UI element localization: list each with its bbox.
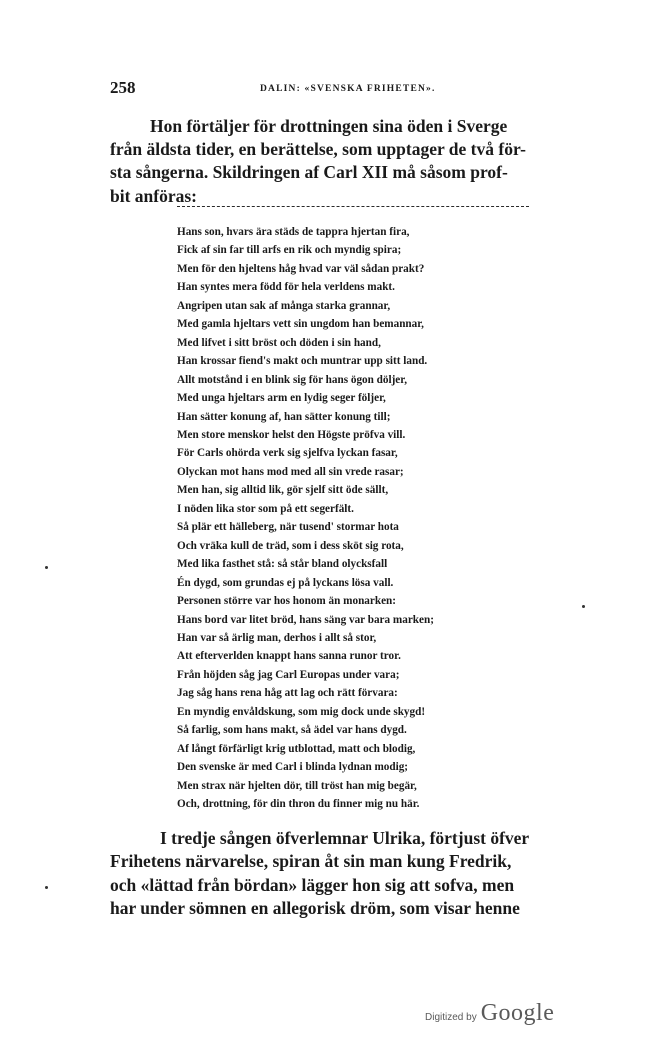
- intro-line: Hon förtäljer för drottningen sina öden i Sverge: [150, 116, 508, 136]
- dashed-divider: [177, 206, 529, 207]
- poem-line: Från höjden såg jag Carl Europas under vara;: [177, 668, 400, 681]
- scan-speck: [582, 605, 585, 608]
- page-header: [110, 78, 592, 100]
- poem-line: En myndig envåldskung, som mig dock unde skygd!: [177, 705, 426, 718]
- closing-line: har under sömnen en allegorisk dröm, som visar henne: [110, 897, 520, 918]
- poem-line: Hans bord var litet bröd, hans säng var bara marken;: [177, 613, 434, 626]
- poem-quote: [177, 223, 557, 814]
- watermark-prefix: Digitized by: [425, 1012, 477, 1023]
- poem-line: Men han, sig alltid lik, gör sjelf sitt öde sällt,: [177, 484, 389, 497]
- poem-line: Och, drottning, för din thron du finner mig nu här.: [177, 798, 420, 811]
- poem-line: Han syntes mera född för hela verldens makt.: [177, 281, 395, 294]
- poem-line: Den svenske är med Carl i blinda lydnan modig;: [177, 761, 409, 774]
- poem-line: Med lifvet i sitt bröst och döden i sin hand,: [177, 336, 381, 349]
- scan-speck: [45, 566, 48, 569]
- intro-line: sta sångerna. Skildringen af Carl XII må såsom prof-: [110, 162, 508, 183]
- poem-line: Med lika fasthet stå: så står bland olycksfall: [177, 558, 388, 571]
- intro-line: från äldsta tider, en berättelse, som upptager de två för-: [110, 139, 526, 160]
- running-head: DALIN: «SVENSKA FRIHETEN».: [260, 84, 436, 94]
- poem-line: Men för den hjeltens håg hvad var väl sådan prakt?: [177, 262, 425, 275]
- page-number: 258: [110, 78, 136, 97]
- poem-line: Personen större var hos honom än monarken:: [177, 595, 396, 608]
- poem-line: I nöden lika stor som på ett segerfält.: [177, 502, 354, 515]
- poem-line: Med unga hjeltars arm en lydig seger följer,: [177, 392, 386, 405]
- poem-line: Jag såg hans rena håg att lag och rätt förvara:: [177, 687, 398, 700]
- digitized-watermark: [425, 1000, 554, 1030]
- intro-line: bit anföras:: [110, 185, 198, 206]
- closing-line: och «lättad från bördan» lägger hon sig att sofva, men: [110, 874, 515, 895]
- poem-line: Af långt förfärligt krig utblottad, matt och blodig,: [177, 742, 416, 755]
- scan-speck: [45, 886, 48, 889]
- poem-line: Med gamla hjeltars vett sin ungdom han bemannar,: [177, 318, 424, 331]
- poem-line: Hans son, hvars ära städs de tappra hjertan fira,: [177, 226, 410, 238]
- poem-line: Han var så ärlig man, derhos i allt så stor,: [177, 631, 377, 644]
- poem-line: Men strax när hjelten dör, till tröst han mig begär,: [177, 779, 417, 792]
- poem-line: Att efterverlden knappt hans sanna runor tror.: [177, 650, 401, 663]
- poem-line: Men store menskor helst den Högste pröfva vill.: [177, 428, 406, 441]
- google-logo: Google: [480, 1000, 555, 1026]
- closing-paragraph: [110, 827, 602, 920]
- poem-line: Och vräka kull de träd, som i dess sköt sig rota,: [177, 539, 404, 552]
- closing-line: Frihetens närvarelse, spiran åt sin man kung Fredrik,: [110, 851, 512, 872]
- poem-line: Olyckan mot hans mod med all sin vrede rasar;: [177, 465, 404, 478]
- poem-line: Han sätter konung af, han sätter konung till;: [177, 410, 391, 423]
- poem-line: För Carls ohörda verk sig sjelfva lyckan fasar,: [177, 447, 398, 460]
- poem-line: Så farlig, som hans makt, så ädel var hans dygd.: [177, 724, 407, 737]
- intro-paragraph: [110, 115, 598, 208]
- poem-line: Fick af sin far till arfs en rik och myndig spira;: [177, 244, 402, 257]
- poem-line: Angripen utan sak af många starka grannar,: [177, 299, 391, 312]
- closing-line: I tredje sången öfverlemnar Ulrika, förtjust öfver: [160, 828, 530, 848]
- poem-line: Én dygd, som grundas ej på lyckans lösa vall.: [177, 576, 394, 589]
- poem-line: Allt motstånd i en blink sig för hans ögon döljer,: [177, 373, 408, 386]
- poem-line: Så plär ett hälleberg, när tusend' stormar hota: [177, 521, 399, 534]
- poem-line: Han krossar fiend's makt och muntrar upp sitt land.: [177, 355, 428, 368]
